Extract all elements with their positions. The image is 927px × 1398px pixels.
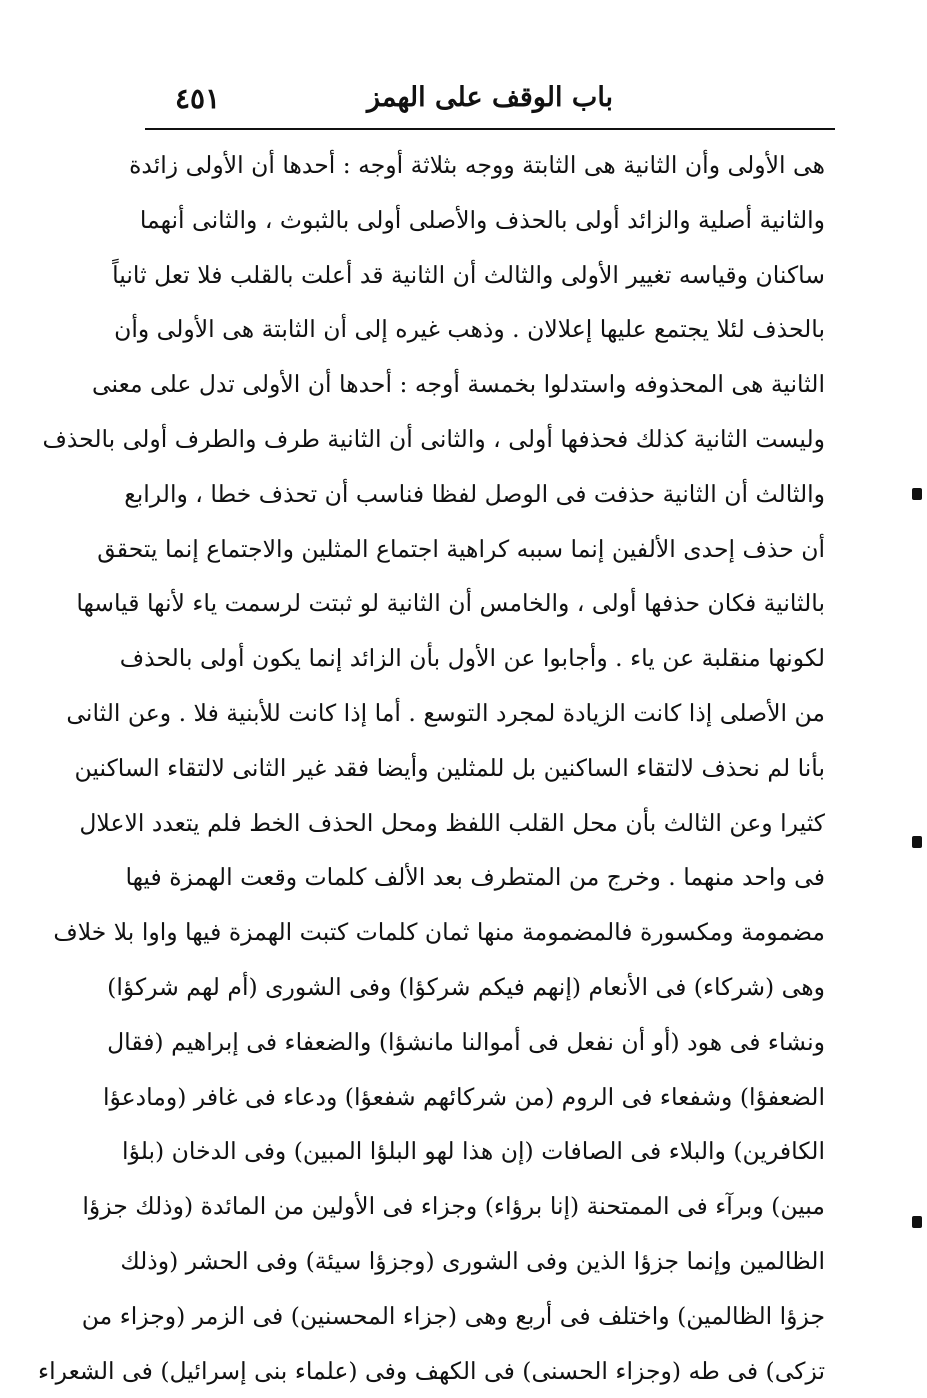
text-line: وهى (شركاء) فى الأنعام (إنهم فيكم شركؤا) وفى الشورى (أم لهم شركؤا) bbox=[107, 972, 825, 1001]
text-line: مضمومة ومكسورة فالمضمومة منها ثمان كلمات كتبت الهمزة فيها واوا بلا خلاف bbox=[53, 918, 825, 947]
text-line: وليست الثانية كذلك فحذفها أولى ، والثانى أن الثانية طرف والطرف أولى بالحذف bbox=[42, 424, 825, 453]
page-number: ٤٥١ bbox=[175, 82, 221, 115]
text-line: تزكى) فى طه (وجزاء الحسنى) فى الكهف وفى (علماء بنى إسرائيل) فى الشعراء bbox=[38, 1356, 825, 1385]
text-line: ونشاء فى هود (أو أن نفعل فى أموالنا مانشؤا) والضعفاء فى إبراهيم (فقال bbox=[107, 1027, 825, 1056]
text-line: أن حذف إحدى الألفين إنما سببه كراهية اجتماع المثلين والاجتماع إنما يتحقق bbox=[97, 534, 825, 563]
text-line: الظالمين وإنما جزؤا الذين وفى الشورى (وجزؤا سيئة) وفى الحشر (وذلك bbox=[120, 1246, 825, 1275]
text-line: الكافرين) والبلاء فى الصافات (إن هذا لهو البلؤا المبين) وفى الدخان (بلؤا bbox=[122, 1137, 825, 1166]
text-line: بالثانية فكان حذفها أولى ، والخامس أن الثانية لو ثبتت لرسمت ياء لأنها قياسها bbox=[76, 589, 825, 618]
body-text bbox=[38, 138, 825, 1398]
text-line: والثانية أصلية والزائد أولى بالحذف والأصلى أولى بالثبوث ، والثانى أنهما bbox=[139, 205, 825, 234]
text-line: الثانية هى المحذوفه واستدلوا بخمسة أوجه : أحدها أن الأولى تدل على معنى bbox=[91, 370, 825, 399]
text-line: من الأصلى إذا كانت الزيادة لمجرد التوسع . أما إذا كانت للأبنية فلا . وعن الثانى bbox=[66, 698, 825, 727]
text-line: فى واحد منهما . وخرج من المتطرف بعد الألف كلمات وقعت الهمزة فيها bbox=[125, 863, 825, 892]
text-line: مبين) وبرآء فى الممتحنة (إنا برؤاء) وجزاء فى الأولين من المائدة (وذلك جزؤا bbox=[82, 1192, 825, 1221]
text-line: بالحذف لئلا يجتمع عليها إعلالان . وذهب غيره إلى أن الثابتة هى الأولى وأن bbox=[114, 315, 825, 344]
text-line: كثيرا وعن الثالث بأن محل القلب اللفظ ومحل الحذف الخط فلم يتعدد الاعلال bbox=[79, 808, 825, 837]
text-line: والثالث أن الثانية حذفت فى الوصل لفظا فناسب أن تحذف خطا ، والرابع bbox=[124, 479, 825, 508]
running-title: باب الوقف على الهمز bbox=[366, 82, 614, 113]
text-line: بأنا لم نحذف لالتقاء الساكنين بل للمثلين وأيضا فقد غير الثانى لالتقاء الساكنين bbox=[74, 753, 825, 782]
text-line: هى الأولى وأن الثانية هى الثابتة ووجه بثلاثة أوجه : أحدها أن الأولى زائدة bbox=[129, 151, 825, 179]
header-rule bbox=[145, 128, 835, 130]
text-line: الضعفؤا) وشفعاء فى الروم (من شركائهم شفعؤا) ودعاء فى غافر (ومادعؤا bbox=[102, 1082, 825, 1111]
text-line: ساكنان وقياسه تغيير الأولى والثالث أن الثانية قد أعلت بالقلب فلا تعل ثانياً bbox=[112, 260, 825, 289]
page-header bbox=[145, 82, 835, 126]
margin-mark bbox=[912, 1216, 922, 1228]
text-line: لكونها منقلبة عن ياء . وأجابوا عن الأول بأن الزائد إنما يكون أولى بالحذف bbox=[119, 644, 825, 673]
margin-mark bbox=[912, 836, 922, 848]
text-line: جزؤا الظالمين) واختلف فى أربع وهى (جزاء المحسنين) فى الزمر (وجزاء من bbox=[81, 1301, 825, 1330]
margin-mark bbox=[912, 488, 922, 500]
